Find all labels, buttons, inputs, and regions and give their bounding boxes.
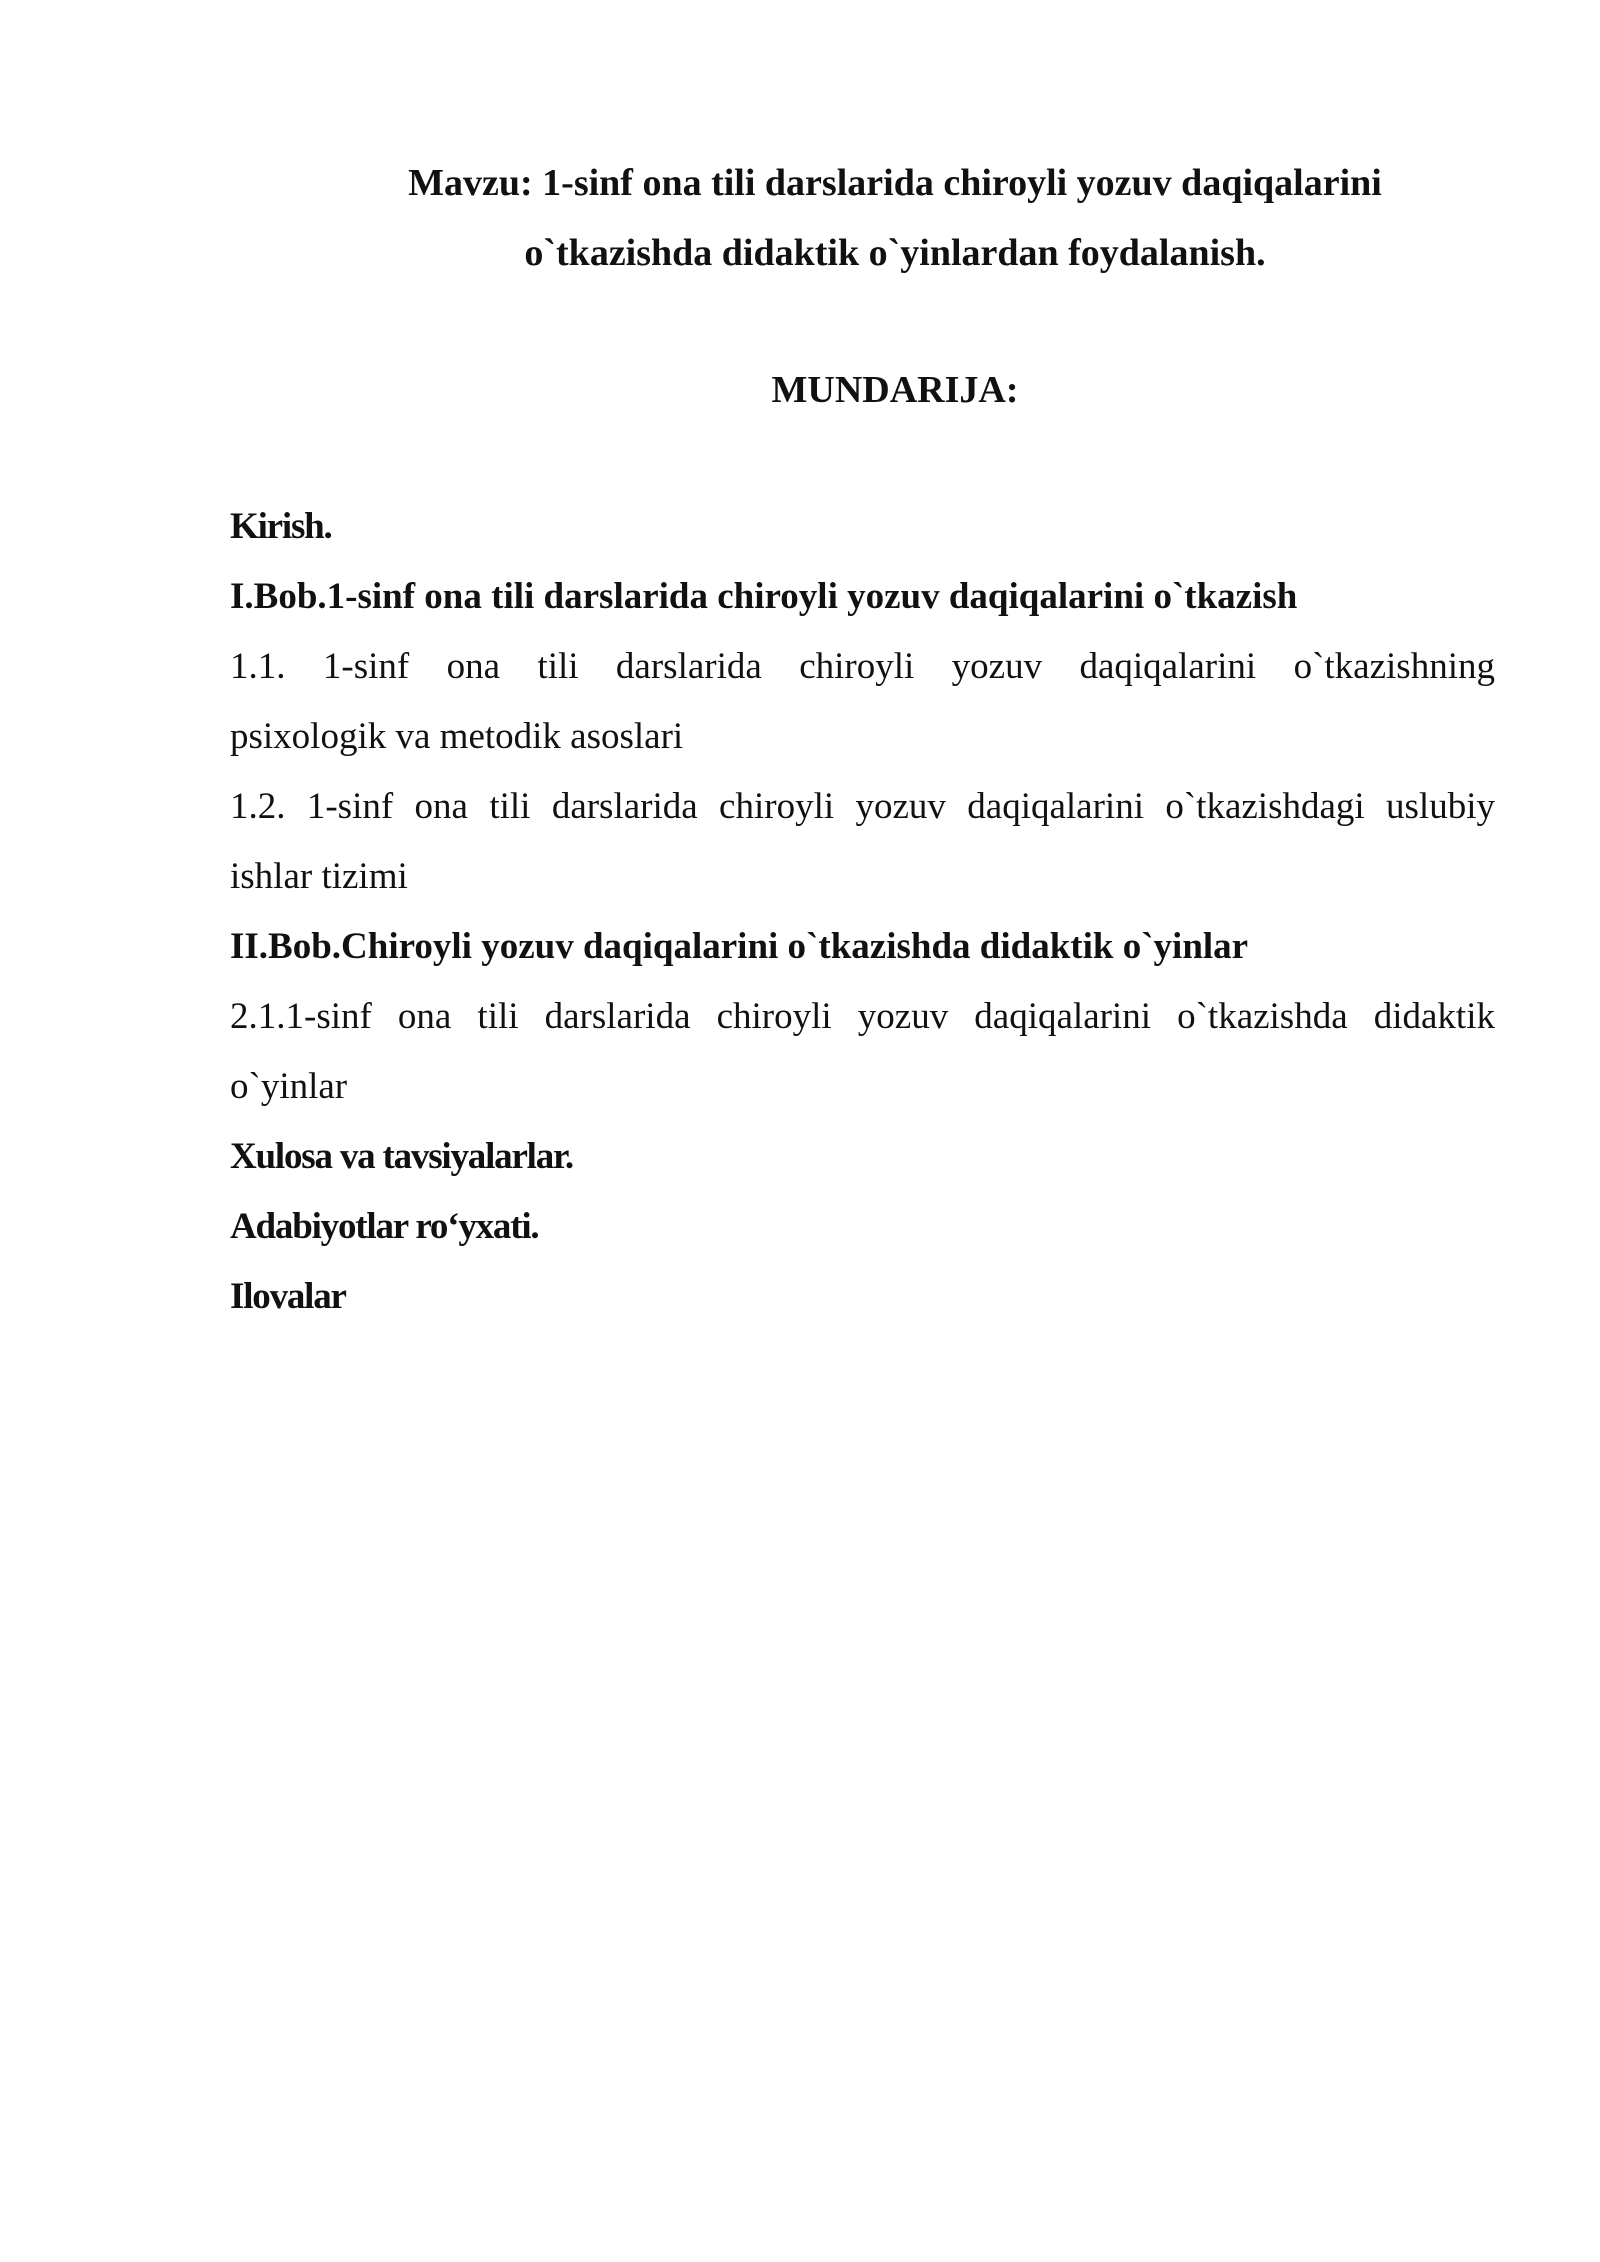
title-line-1: Mavzu: 1-sinf ona tili darslarida chiroyli yozuv daqiqalarini <box>408 162 1382 204</box>
table-of-contents <box>230 492 1495 1332</box>
toc-references: Adabiyotlar ro‘yxati. <box>230 1206 539 1247</box>
contents-heading: MUNDARIJA: <box>771 369 1019 411</box>
toc-chapter-2: II.Bob.Chiroyli yozuv daqiqalarini o`tkazishda didaktik o`yinlar <box>230 926 1249 967</box>
toc-appendices: Ilovalar <box>230 1276 346 1317</box>
title-line-2: o`tkazishda didaktik o`yinlardan foydalanish. <box>524 232 1266 274</box>
toc-section-2-1-line-1: 2.1.1-sinf ona tili darslarida chiroyli yozuv daqiqalarini o`tkazishda didaktik <box>230 996 1495 1037</box>
toc-section-1-1-line-2: psixologik va metodik asoslari <box>230 716 684 757</box>
toc-intro: Kirish. <box>230 506 332 547</box>
toc-chapter-1: I.Bob.1-sinf ona tili darslarida chiroyli yozuv daqiqalarini o`tkazish <box>230 576 1298 617</box>
toc-section-2-1-line-2: o`yinlar <box>230 1066 348 1107</box>
toc-section-1-2-line-1: 1.2. 1-sinf ona tili darslarida chiroyli yozuv daqiqalarini o`tkazishdagi uslubiy <box>230 786 1495 827</box>
toc-conclusion: Xulosa va tavsiyalarlar. <box>230 1136 573 1177</box>
document-title <box>230 148 1560 288</box>
toc-section-1-2-line-2: ishlar tizimi <box>230 856 408 897</box>
toc-section-1-1-line-1: 1.1. 1-sinf ona tili darslarida chiroyli yozuv daqiqalarini o`tkazishning <box>230 646 1495 687</box>
